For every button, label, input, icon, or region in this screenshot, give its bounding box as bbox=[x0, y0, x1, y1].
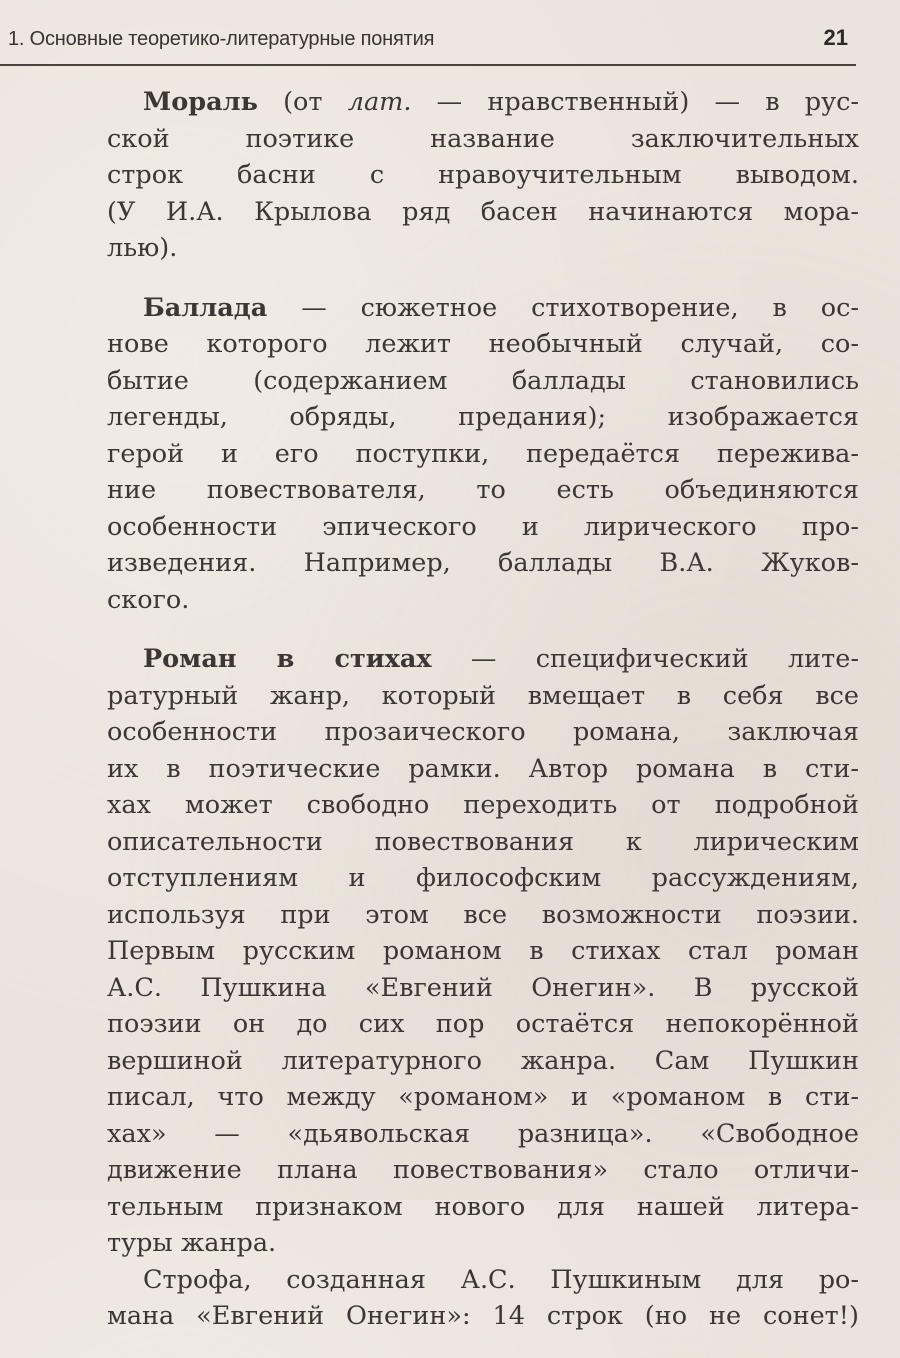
text-line: хах» — «дьявольская разница». «Свободное bbox=[107, 1118, 859, 1149]
page-number: 21 bbox=[823, 25, 848, 50]
text-line: писал, что между «романом» и «романом в сти- bbox=[107, 1082, 859, 1112]
term-moral: Мораль bbox=[143, 87, 258, 117]
text-line: особенности прозаического романа, заключая bbox=[107, 717, 859, 747]
text-line: ратурный жанр, который вмещает в себя все bbox=[107, 680, 859, 711]
text-line: ние повествователя, то есть объединяются bbox=[107, 475, 859, 505]
page-content bbox=[107, 84, 859, 1358]
text-line: ской поэтике название заключительных bbox=[107, 123, 859, 154]
text-line: Баллада — сюжетное стихотворение, в ос- bbox=[143, 292, 859, 323]
abbrev-lat: лат. bbox=[347, 87, 412, 117]
text-line: ского. bbox=[107, 584, 190, 615]
term-ballad: Баллада bbox=[143, 292, 268, 323]
entry-moral bbox=[107, 84, 859, 267]
text-line: (У И.А. Крылова ряд басен начинаются мора- bbox=[107, 196, 859, 227]
text-line: изведения. Например, баллады В.А. Жуков- bbox=[107, 548, 859, 578]
text-line: особенности эпического и лирического про- bbox=[107, 511, 859, 542]
text-line: А.С. Пушкина «Евгений Онегин». В русской bbox=[107, 972, 859, 1003]
text-line: описательности повествования к лирическим bbox=[107, 826, 859, 857]
term-novel-in-verse: Роман в стихах bbox=[143, 644, 432, 674]
entry-novel-in-verse bbox=[107, 641, 859, 1335]
text-line: строк басни с нравоучительным выводом. bbox=[107, 160, 859, 190]
text-line: нове которого лежит необычный случай, со- bbox=[107, 329, 859, 359]
text-line: их в поэтические рамки. Автор романа в сти- bbox=[107, 753, 859, 784]
text-line: бытие (содержанием баллады становились bbox=[107, 365, 859, 396]
page-header bbox=[0, 20, 856, 66]
text-line: хах может свободно переходить от подробной bbox=[107, 790, 859, 820]
text-line: отступлениям и философским рассуждениям, bbox=[107, 863, 859, 893]
text-line: поэзии он до сих пор остаётся непокорённой bbox=[107, 1009, 859, 1039]
text-line: вершиной литературного жанра. Сам Пушкин bbox=[107, 1045, 859, 1076]
running-head: 1. Основные теоретико-литературные понятия bbox=[8, 28, 435, 50]
text-line: Первым русским романом в стихах стал роман bbox=[107, 936, 859, 966]
text-line: Мораль (от лат. — нравственный) — в рус- bbox=[143, 87, 859, 117]
text-line: туры жанра. bbox=[107, 1228, 277, 1258]
text-line: лью). bbox=[107, 233, 178, 263]
text-line: мана «Евгений Онегин»: 14 строк (но не сонет!) bbox=[107, 1301, 859, 1331]
text-line: легенды, обряды, предания); изображается bbox=[107, 402, 859, 432]
text-line: используя при этом все возможности поэзии. bbox=[107, 899, 859, 930]
entry-ballad bbox=[107, 290, 859, 619]
text-line: герой и его поступки, передаётся пережива- bbox=[107, 438, 859, 469]
text-line: тельным признаком нового для нашей литера- bbox=[107, 1191, 859, 1222]
text-line: Роман в стихах — специфический лите- bbox=[143, 644, 859, 674]
text-line: Строфа, созданная А.С. Пушкиным для ро- bbox=[143, 1264, 859, 1295]
text-line: движение плана повествования» стало отличи- bbox=[107, 1155, 859, 1185]
